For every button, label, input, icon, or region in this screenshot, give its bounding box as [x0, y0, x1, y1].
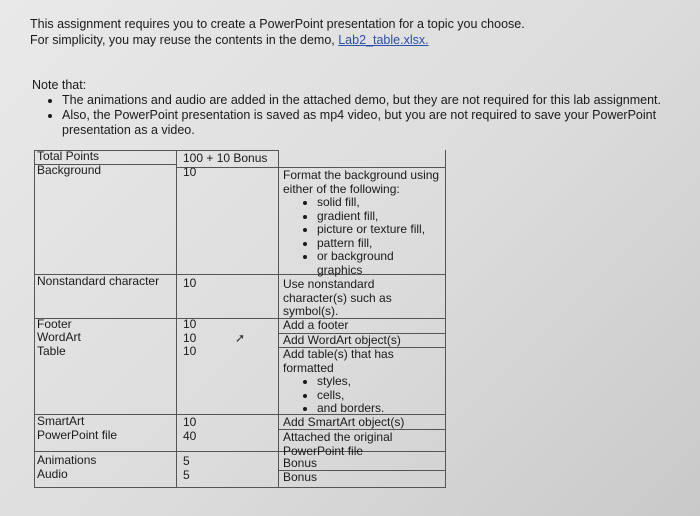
points-audio: 5 [183, 468, 190, 482]
cell-audio: Audio [37, 467, 68, 481]
cell-animations: Animations [37, 453, 97, 467]
points-background: 10 [183, 165, 197, 179]
background-option: • picture or texture fill, [317, 223, 441, 237]
mouse-cursor-icon: ➚ [235, 331, 246, 345]
cell-table: Table [37, 344, 66, 358]
desc-background-intro: Format the background using either of the following: [283, 168, 440, 196]
intro-line-1: This assignment requires you to create a PowerPoint presentation for a topic you choose. [30, 17, 525, 31]
background-option: • gradient fill, [317, 210, 441, 224]
cell-wordart: WordArt [37, 330, 81, 344]
points-smartart: 10 [183, 415, 197, 429]
table-border [176, 150, 177, 488]
points-animations: 5 [183, 454, 190, 468]
desc-powerpoint-file: Attached the original PowerPoint file [283, 430, 393, 458]
desc-smartart: Add SmartArt object(s) [283, 415, 405, 429]
cell-powerpoint-file: PowerPoint file [37, 428, 118, 442]
cell-background: Background [37, 163, 102, 177]
note-bullet: • The animations and audio are added in the attached demo, but they are not required for this lab assignment. [62, 93, 672, 108]
points-footer: 10 [183, 317, 197, 331]
cell-total-points: Total Points [37, 149, 100, 163]
cell-smartart: SmartArt [37, 414, 85, 428]
table-border [278, 150, 279, 488]
table-format-list [283, 375, 441, 416]
points-total: 100 + 10 Bonus [183, 151, 268, 165]
desc-audio: Bonus [283, 470, 318, 484]
intro-line-2 [30, 32, 525, 48]
points-table: 10 [183, 344, 197, 358]
points-wordart: 10 [183, 331, 197, 345]
desc-background [283, 169, 441, 277]
table-border [445, 150, 446, 488]
table-border [34, 487, 446, 488]
desc-table [283, 348, 441, 416]
intro-line-2-text: For simplicity, you may reuse the contents in the demo, [30, 33, 339, 47]
desc-nonstandard: Use nonstandard character(s) such as symbol(s). [283, 277, 392, 318]
points-powerpoint-file: 40 [183, 429, 197, 443]
desc-wordart: Add WordArt object(s) [283, 333, 401, 347]
table-format-option: • cells, [317, 389, 441, 403]
intro-paragraph [30, 16, 525, 48]
background-option: • or background graphics [317, 250, 441, 277]
cell-nonstandard-character: Nonstandard character [37, 274, 160, 288]
points-nonstandard: 10 [183, 276, 197, 290]
table-format-option: • styles, [317, 375, 441, 389]
background-option: • solid fill, [317, 196, 441, 210]
note-heading: Note that: [32, 78, 87, 92]
desc-footer: Add a footer [283, 318, 349, 332]
desc-table-intro: Add table(s) that has formatted [283, 347, 394, 375]
background-option: • pattern fill, [317, 237, 441, 251]
rubric-table [34, 150, 446, 490]
table-border [34, 150, 35, 488]
note-bullet-list [32, 93, 672, 138]
table-format-option: • and borders. [317, 402, 441, 416]
cell-footer: Footer [37, 317, 72, 331]
desc-animations: Bonus [283, 456, 318, 470]
note-bullet: • Also, the PowerPoint presentation is saved as mp4 video, but you are not required to save your PowerPoint presentation as a video. [62, 108, 672, 138]
lab2-table-link[interactable]: Lab2_table.xlsx. [338, 33, 429, 47]
background-options-list [283, 196, 441, 277]
note-section [32, 78, 672, 138]
